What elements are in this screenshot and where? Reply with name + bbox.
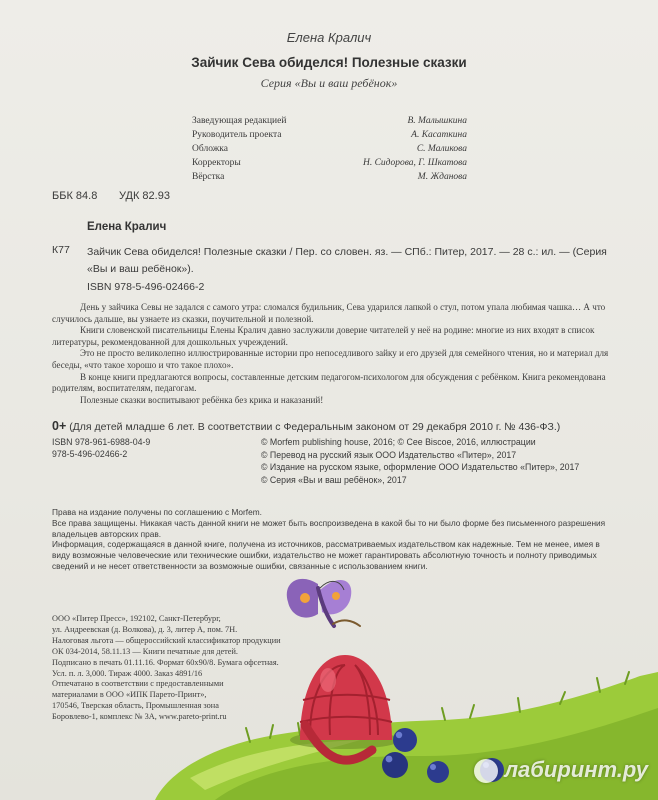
abstract-paragraph: В конце книги предлагаются вопросы, составленные детским педагогом-психологом для обсуждения с ребёнком. Книга рекомендована родителям, воспитателям, педагогам. (52, 371, 606, 394)
basket-icon (290, 655, 400, 760)
header-author: Елена Кралич (286, 30, 372, 45)
watermark-text: лабиринт.ру (504, 757, 648, 782)
age-mark: 0+ (52, 419, 67, 433)
staff-name: С. Маликова (416, 144, 467, 154)
printer-line: Боровлево-1, комплекс № 3А, www.pareto-print.ru (52, 712, 227, 721)
staff-name: Н. Сидорова, Г. Шкатова (362, 158, 467, 168)
publisher-line: ул. Андреевская (д. Волкова), д. 3, литер А, пом. 7Н. (52, 625, 238, 634)
bbk-code: ББК 84.8 (52, 190, 98, 202)
udk-code: УДК 82.93 (119, 190, 170, 202)
butterfly-icon (287, 579, 360, 626)
watermark-logo (504, 757, 648, 783)
staff-role: Корректоры (192, 158, 241, 168)
abstract-paragraph: Полезные сказки воспитывают ребёнка без крика и наказаний! (80, 394, 324, 405)
series-name: Серия «Вы и ваш ребёнок» (260, 76, 398, 90)
publisher-line: Налоговая льгота — общероссийский классификатор продукции (52, 636, 281, 645)
copyright-line: © Серия «Вы и ваш ребёнок», 2017 (261, 474, 407, 485)
printer-line: материалами в ООО «ИПК Парето-Принт», (52, 690, 207, 699)
staff-name: В. Малышкина (407, 116, 467, 126)
catalog-author: Елена Кралич (87, 221, 167, 233)
staff-name: М. Жданова (417, 172, 467, 182)
copyright-line: © Перевод на русский язык ООО Издательство «Питер», 2017 (261, 449, 517, 460)
abstract-paragraph: Это не просто великолепно иллюстрированные истории про непоседливого зайку и его друзей для семейного чтения, но и материал для беседы, «что такое хорошо и что такое плохо». (52, 348, 609, 370)
copyright-line: © Morfem publishing house, 2016; © Cee Biscoe, 2016, иллюстрации (261, 437, 536, 447)
book-title: Зайчик Сева обиделся! Полезные сказки (191, 55, 467, 70)
catalog-isbn: ISBN 978-5-496-02466-2 (87, 281, 205, 293)
rights-line: Все права защищены. Никакая часть данной книги не может быть воспроизведена в какой бы то ни было форме без письменного разрешения владельцев авторских прав. (52, 517, 606, 539)
isbn-line: 978-5-496-02466-2 (52, 449, 128, 459)
catalog-entry: Зайчик Сева обиделся! Полезные сказки / Пер. со словен. яз. — СПб.: Питер, 2017. — 28 с.: ил. — (Серия «Вы и ваш ребёнок»). (87, 246, 607, 275)
staff-role: Руководитель проекта (192, 130, 282, 140)
staff-name: А. Касаткина (411, 130, 467, 140)
publisher-line: ООО «Питер Пресс», 192102, Санкт-Петербург, (52, 614, 221, 623)
catalog-code: К77 (52, 244, 70, 256)
publisher-line: Подписано в печать 01.11.16. Формат 60х90/8. Бумага офсетная. (52, 658, 279, 667)
publisher-line: Усл. п. л. 3,000. Тираж 4000. Заказ 4891/16 (52, 669, 203, 678)
abstract-paragraph: Книги словенской писательницы Елены Кралич давно заслужили доверие читателей у неё на родине: многие из них входят в список литературы, рекомендованной для дошкольных учреждений. (52, 325, 595, 347)
printer-line: 170546, Тверская область, Промышленная зона (52, 701, 219, 710)
staff-role: Обложка (192, 144, 228, 154)
age-text: (Для детей младше 6 лет. В соответствии с Федеральным законом от 29 декабря 2010 г. № 436-ФЗ.) (69, 421, 561, 433)
rights-line: Права на издание получены по соглашению с Morfem. (52, 507, 262, 517)
staff-role: Заведующая редакцией (192, 116, 287, 126)
publisher-line: ОК 034-2014, 58.11.13 — Книги печатные для детей. (52, 647, 238, 656)
copyright-line: © Издание на русском языке, оформление ООО Издательство «Питер», 2017 (261, 462, 580, 472)
staff-role: Вёрстка (192, 172, 225, 182)
printer-line: Отпечатано в соответствии с предоставленными (52, 679, 224, 688)
isbn-line: ISBN 978-961-6988-04-9 (52, 437, 151, 447)
abstract-paragraph: День у зайчика Севы не задался с самого утра: сломался будильник, Сева ударился лапкой о стул, потом упала любимая чашка… А что случилось дальше, вы узнаете из сказки, поучительной и полезной. (52, 302, 606, 324)
rights-line: Информация, содержащаяся в данной книге, получена из источников, рассматриваемых издательством как надежные. Тем не менее, имея в виду возможные человеческие или технические ошибки, издательство не может гарантировать абсолютную точность и полноту приводимых сведений и не несет ответственности за возможные ошибки, связанные с использованием книги. (52, 539, 600, 571)
